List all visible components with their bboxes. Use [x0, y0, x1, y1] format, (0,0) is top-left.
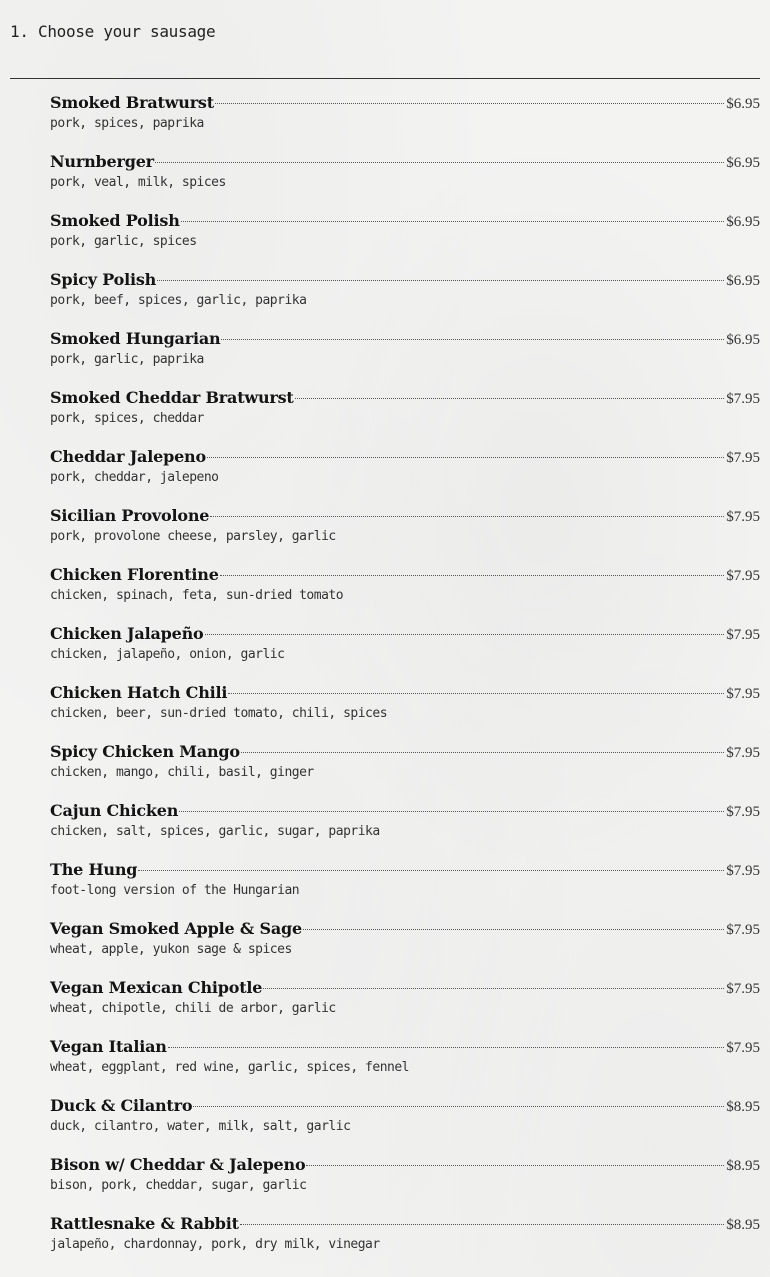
menu-item-name: Smoked Bratwurst — [50, 93, 214, 112]
menu-item-row — [50, 388, 760, 410]
menu-item[interactable] — [50, 683, 760, 742]
menu-item-price: $6.95 — [726, 155, 760, 171]
menu-item[interactable] — [50, 388, 760, 447]
menu-item-price: $7.95 — [726, 981, 760, 997]
section-divider — [10, 78, 760, 79]
dot-leader — [181, 221, 725, 222]
menu-item-price: $7.95 — [726, 1040, 760, 1056]
menu-item-description: pork, garlic, spices — [50, 234, 197, 249]
menu-item-price: $7.95 — [726, 686, 760, 702]
menu-item-description: wheat, chipotle, chili de arbor, garlic — [50, 1001, 336, 1016]
menu-item[interactable] — [50, 860, 760, 919]
menu-item-row — [50, 860, 760, 882]
menu-item-name: Smoked Polish — [50, 211, 180, 230]
menu-item-description: pork, garlic, paprika — [50, 352, 204, 367]
menu-item-description: foot-long version of the Hungarian — [50, 883, 300, 898]
menu-item-name: Nurnberger — [50, 152, 154, 171]
menu-item-price: $7.95 — [726, 627, 760, 643]
menu-item-price: $7.95 — [726, 391, 760, 407]
menu-item-description: chicken, beer, sun-dried tomato, chili, spices — [50, 706, 388, 721]
menu-item-price: $7.95 — [726, 450, 760, 466]
menu-item[interactable] — [50, 447, 760, 506]
menu-item-name: Chicken Jalapeño — [50, 624, 204, 643]
menu-item[interactable] — [50, 93, 760, 152]
menu-item-row — [50, 1037, 760, 1059]
menu-item-name: Cheddar Jalepeno — [50, 447, 206, 466]
menu-item[interactable] — [50, 506, 760, 565]
menu-item-description: jalapeño, chardonnay, pork, dry milk, vinegar — [50, 1237, 380, 1252]
dot-leader — [205, 634, 725, 635]
menu-item[interactable] — [50, 1155, 760, 1214]
menu-item[interactable] — [50, 329, 760, 388]
menu-item[interactable] — [50, 270, 760, 329]
menu-item[interactable] — [50, 624, 760, 683]
menu-item-row — [50, 742, 760, 764]
menu-list — [50, 93, 760, 1273]
dot-leader — [138, 870, 724, 871]
menu-item-row — [50, 211, 760, 233]
dot-leader — [241, 752, 724, 753]
dot-leader — [155, 162, 724, 163]
menu-item-price: $8.95 — [726, 1217, 760, 1233]
menu-item[interactable] — [50, 919, 760, 978]
menu-item-row — [50, 1096, 760, 1118]
menu-item-row — [50, 270, 760, 292]
menu-item-name: Rattlesnake & Rabbit — [50, 1214, 239, 1233]
menu-item-name: Vegan Mexican Chipotle — [50, 978, 263, 997]
section-title: 1. Choose your sausage — [10, 22, 216, 41]
dot-leader — [157, 280, 724, 281]
menu-item-description: wheat, eggplant, red wine, garlic, spices, fennel — [50, 1060, 410, 1075]
menu-item-price: $7.95 — [726, 804, 760, 820]
menu-item-name: Bison w/ Cheddar & Jalepeno — [50, 1155, 306, 1174]
menu-item-description: pork, veal, milk, spices — [50, 175, 226, 190]
menu-item-price: $6.95 — [726, 273, 760, 289]
dot-leader — [168, 1047, 725, 1048]
dot-leader — [215, 103, 724, 104]
menu-item-price: $7.95 — [726, 509, 760, 525]
menu-item-row — [50, 93, 760, 115]
menu-item-row — [50, 152, 760, 174]
menu-item-description: bison, pork, cheddar, sugar, garlic — [50, 1178, 307, 1193]
menu-item-row — [50, 1155, 760, 1177]
menu-item-price: $6.95 — [726, 332, 760, 348]
menu-item-name: Sicilian Provolone — [50, 506, 210, 525]
menu-item-row — [50, 624, 760, 646]
menu-item[interactable] — [50, 211, 760, 270]
dot-leader — [179, 811, 724, 812]
dot-leader — [193, 1106, 724, 1107]
menu-item-name: Chicken Hatch Chili — [50, 683, 228, 702]
menu-item-description: chicken, jalapeño, onion, garlic — [50, 647, 285, 662]
menu-item-row — [50, 447, 760, 469]
dot-leader — [207, 457, 724, 458]
dot-leader — [220, 575, 725, 576]
menu-item[interactable] — [50, 1037, 760, 1096]
menu-item-description: chicken, mango, chili, basil, ginger — [50, 765, 314, 780]
menu-item-price: $6.95 — [726, 96, 760, 112]
menu-item[interactable] — [50, 565, 760, 624]
dot-leader — [303, 929, 724, 930]
menu-item-name: The Hung — [50, 860, 138, 879]
menu-item-description: pork, provolone cheese, parsley, garlic — [50, 529, 336, 544]
menu-item-row — [50, 801, 760, 823]
menu-item-name: Smoked Cheddar Bratwurst — [50, 388, 294, 407]
menu-item-row — [50, 683, 760, 705]
menu-item-row — [50, 506, 760, 528]
menu-item-description: pork, spices, paprika — [50, 116, 204, 131]
dot-leader — [306, 1165, 724, 1166]
menu-item[interactable] — [50, 1214, 760, 1273]
menu-item-name: Smoked Hungarian — [50, 329, 221, 348]
menu-item-description: pork, spices, cheddar — [50, 411, 204, 426]
dot-leader — [221, 339, 724, 340]
dot-leader — [228, 693, 724, 694]
menu-item-description: chicken, spinach, feta, sun-dried tomato — [50, 588, 344, 603]
menu-item-description: chicken, salt, spices, garlic, sugar, paprika — [50, 824, 380, 839]
menu-item-description: duck, cilantro, water, milk, salt, garlic — [50, 1119, 351, 1134]
dot-leader — [240, 1224, 724, 1225]
menu-item-name: Spicy Polish — [50, 270, 157, 289]
menu-item-row — [50, 565, 760, 587]
menu-item-name: Vegan Italian — [50, 1037, 167, 1056]
menu-item-name: Cajun Chicken — [50, 801, 179, 820]
menu-item-description: pork, beef, spices, garlic, paprika — [50, 293, 307, 308]
menu-item-price: $7.95 — [726, 922, 760, 938]
menu-item-row — [50, 919, 760, 941]
menu-item[interactable] — [50, 742, 760, 801]
menu-item-price: $7.95 — [726, 745, 760, 761]
menu-item[interactable] — [50, 801, 760, 860]
menu-item-price: $8.95 — [726, 1158, 760, 1174]
menu-item-price: $8.95 — [726, 1099, 760, 1115]
menu-item-price: $6.95 — [726, 214, 760, 230]
menu-item[interactable] — [50, 978, 760, 1037]
menu-item[interactable] — [50, 1096, 760, 1155]
menu-item-row — [50, 978, 760, 1000]
menu-item-price: $7.95 — [726, 568, 760, 584]
menu-item-name: Duck & Cilantro — [50, 1096, 193, 1115]
menu-item-row — [50, 1214, 760, 1236]
menu-item-name: Spicy Chicken Mango — [50, 742, 240, 761]
menu-item-description: wheat, apple, yukon sage & spices — [50, 942, 292, 957]
dot-leader — [263, 988, 724, 989]
dot-leader — [295, 398, 725, 399]
menu-item-price: $7.95 — [726, 863, 760, 879]
menu-item-name: Chicken Florentine — [50, 565, 219, 584]
menu-item-description: pork, cheddar, jalepeno — [50, 470, 219, 485]
dot-leader — [210, 516, 724, 517]
menu-item-row — [50, 329, 760, 351]
menu-item-name: Vegan Smoked Apple & Sage — [50, 919, 302, 938]
menu-item[interactable] — [50, 152, 760, 211]
